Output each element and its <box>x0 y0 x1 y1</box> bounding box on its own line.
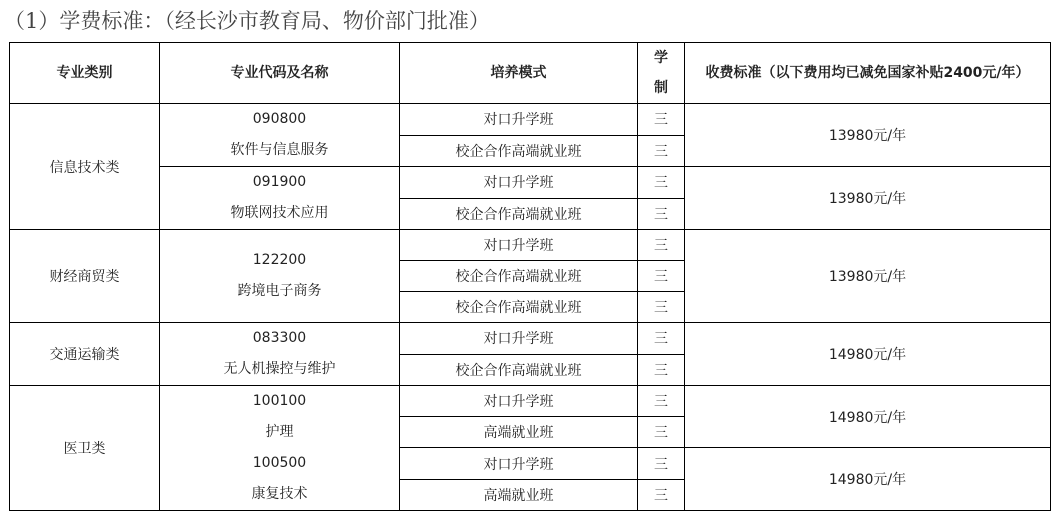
category-cell: 交通运输类 <box>10 323 160 386</box>
table-row <box>10 230 1051 261</box>
mode-cell: 高端就业班 <box>400 417 638 448</box>
major-code: 122200 <box>252 252 307 268</box>
mode-cell: 对口升学班 <box>400 104 638 136</box>
table-row <box>10 386 1051 417</box>
fee-cell: 13980元/年 <box>685 167 1051 230</box>
fee-cell: 14980元/年 <box>685 323 1051 386</box>
duration-cell: 三 <box>638 261 685 292</box>
duration-cell: 三 <box>638 135 685 167</box>
category-cell: 财经商贸类 <box>10 230 160 323</box>
mode-cell: 对口升学班 <box>400 230 638 261</box>
major-cell <box>160 104 400 167</box>
major-name: 护理 <box>265 424 294 440</box>
fee-cell: 13980元/年 <box>685 230 1051 323</box>
major-code: 083300 <box>252 330 307 346</box>
mode-cell: 对口升学班 <box>400 323 638 355</box>
duration-cell: 三 <box>638 480 685 511</box>
table-row <box>10 167 1051 199</box>
mode-cell: 对口升学班 <box>400 386 638 417</box>
header-category: 专业类别 <box>10 43 160 104</box>
major-code: 091900 <box>252 174 307 190</box>
mode-cell: 校企合作高端就业班 <box>400 135 638 167</box>
major-cell <box>160 167 400 230</box>
category-cell: 医卫类 <box>10 386 160 511</box>
mode-cell: 校企合作高端就业班 <box>400 354 638 386</box>
duration-cell: 三 <box>638 386 685 417</box>
category-cell: 信息技术类 <box>10 104 160 230</box>
fee-cell: 13980元/年 <box>685 104 1051 167</box>
section-title: （1）学费标准：（经长沙市教育局、物价部门批准） <box>4 9 490 33</box>
major-name: 物联网技术应用 <box>230 205 329 221</box>
duration-cell: 三 <box>638 198 685 230</box>
duration-cell: 三 <box>638 448 685 480</box>
duration-cell: 三 <box>638 292 685 323</box>
header-major: 专业代码及名称 <box>160 43 400 104</box>
header-mode: 培养模式 <box>400 43 638 104</box>
major-code: 100500 <box>252 455 307 471</box>
mode-cell: 校企合作高端就业班 <box>400 198 638 230</box>
duration-cell: 三 <box>638 323 685 355</box>
header-fee: 收费标准（以下费用均已减免国家补贴2400元/年） <box>685 43 1051 104</box>
mode-cell: 校企合作高端就业班 <box>400 292 638 323</box>
mode-cell: 校企合作高端就业班 <box>400 261 638 292</box>
major-name: 软件与信息服务 <box>230 142 329 158</box>
major-cell <box>160 230 400 323</box>
header-duration: 学制 <box>638 43 685 104</box>
fee-cell: 14980元/年 <box>685 386 1051 448</box>
mode-cell: 对口升学班 <box>400 448 638 480</box>
fee-cell: 14980元/年 <box>685 448 1051 511</box>
major-name: 无人机操控与维护 <box>223 361 336 377</box>
major-code: 100100 <box>252 393 307 409</box>
major-name: 跨境电子商务 <box>237 283 322 299</box>
major-cell <box>160 323 400 386</box>
duration-cell: 三 <box>638 230 685 261</box>
major-cell <box>160 386 400 511</box>
table-row <box>10 323 1051 355</box>
mode-cell: 高端就业班 <box>400 480 638 511</box>
major-name: 康复技术 <box>251 486 308 502</box>
major-code: 090800 <box>252 111 307 127</box>
table-row <box>10 104 1051 136</box>
mode-cell: 对口升学班 <box>400 167 638 199</box>
duration-cell: 三 <box>638 354 685 386</box>
duration-cell: 三 <box>638 417 685 448</box>
duration-cell: 三 <box>638 167 685 199</box>
header-row <box>10 43 1051 104</box>
duration-cell: 三 <box>638 104 685 136</box>
tuition-table <box>9 42 1051 511</box>
